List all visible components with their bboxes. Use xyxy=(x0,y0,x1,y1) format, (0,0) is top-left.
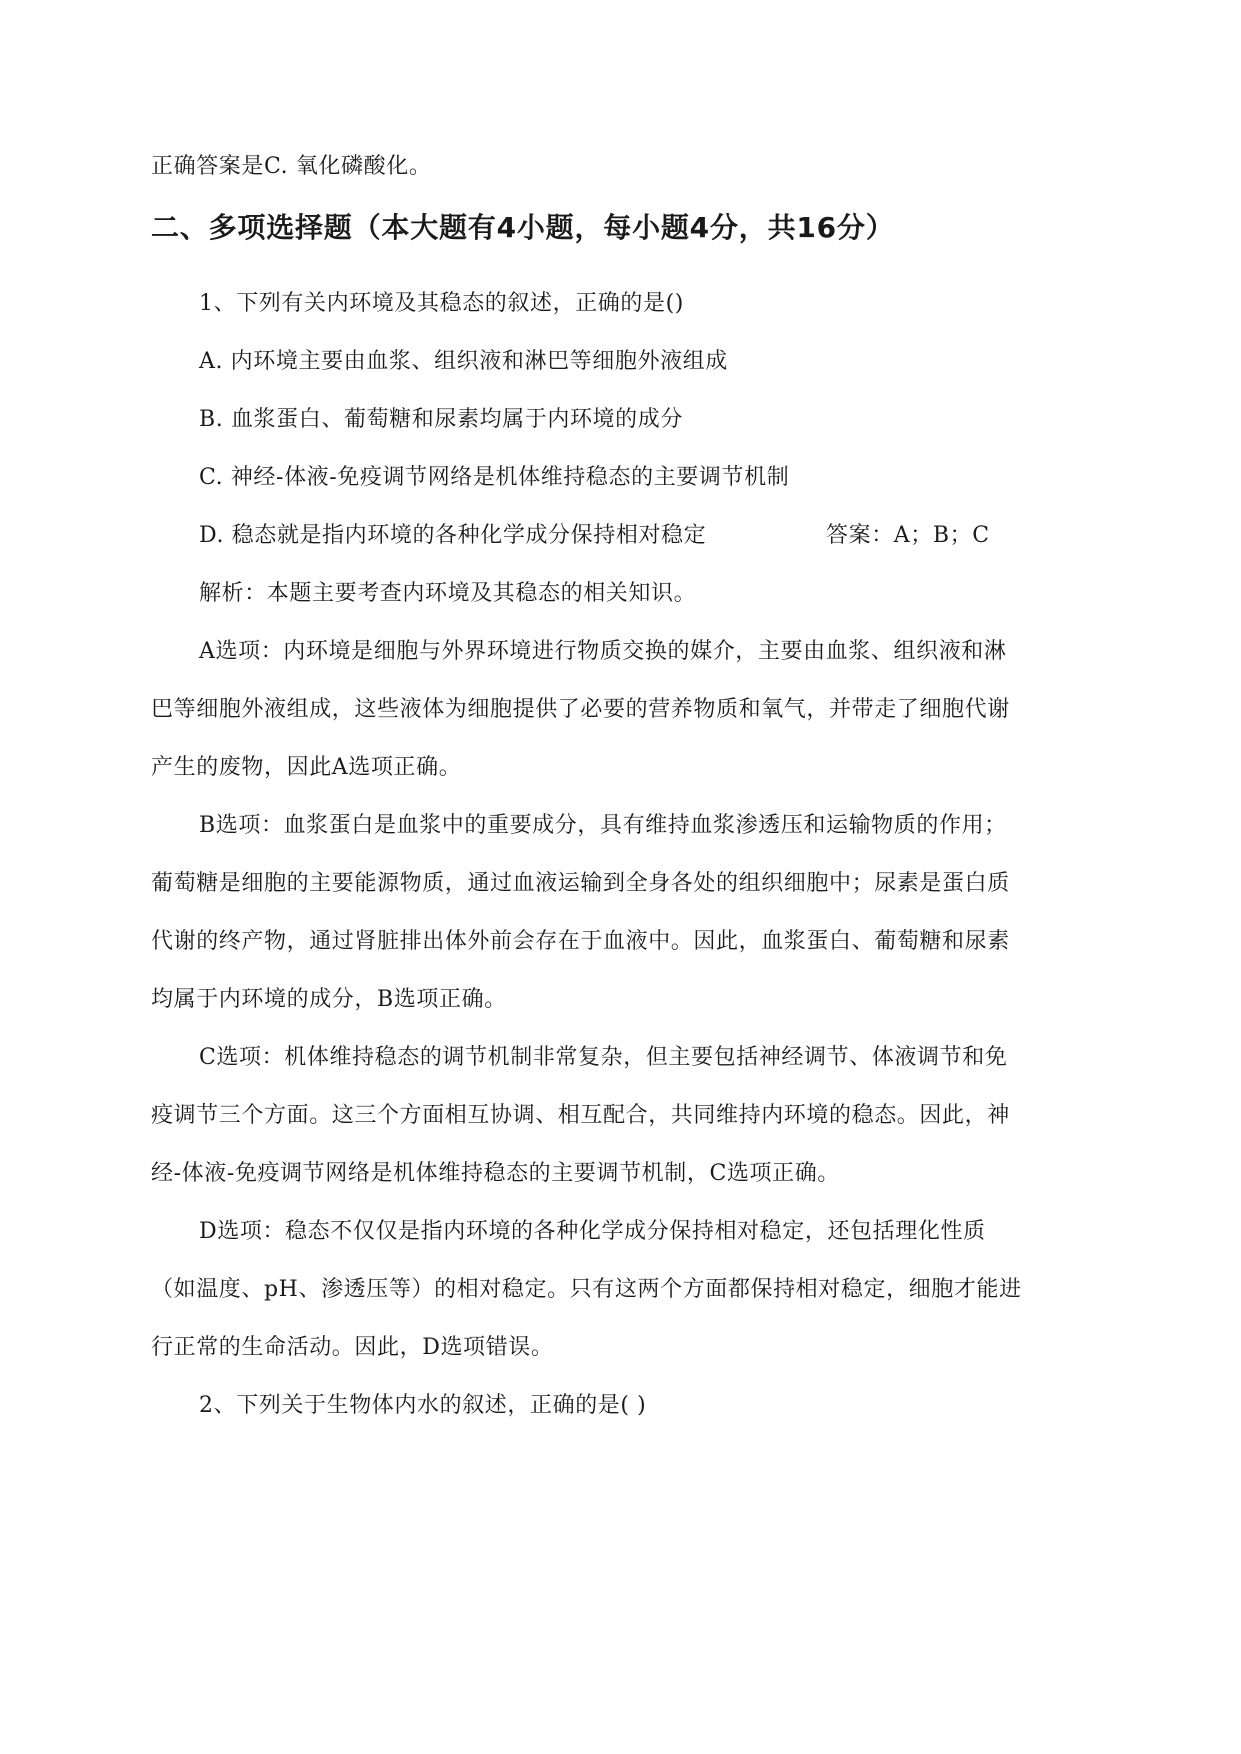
option-c: C. 神经-体液-免疫调节网络是机体维持稳态的主要调节机制 xyxy=(199,465,790,490)
analysis-line: 疫调节三个方面。这三个方面相互协调、相互配合，共同维持内环境的稳态。因此，神 xyxy=(151,1103,1010,1128)
section-title: 二、多项选择题（本大题有4小题，每小题4分，共16分） xyxy=(151,211,895,244)
option-b: B. 血浆蛋白、葡萄糖和尿素均属于内环境的成分 xyxy=(199,407,683,432)
previous-answer-line: 正确答案是C. 氧化磷酸化。 xyxy=(151,154,432,179)
option-a: A. 内环境主要由血浆、组织液和淋巴等细胞外液组成 xyxy=(199,349,728,374)
question-stem: 2、下列关于生物体内水的叙述，正确的是( ) xyxy=(199,1393,647,1418)
analysis-line: B选项：血浆蛋白是血浆中的重要成分，具有维持血浆渗透压和运输物质的作用； xyxy=(199,813,1007,838)
analysis-line: 行正常的生命活动。因此，D选项错误。 xyxy=(151,1335,554,1360)
analysis-intro: 解析：本题主要考查内环境及其稳态的相关知识。 xyxy=(199,581,697,606)
analysis-line: A选项：内环境是细胞与外界环境进行物质交换的媒介，主要由血浆、组织液和淋 xyxy=(199,639,1007,664)
analysis-line: 均属于内环境的成分，B选项正确。 xyxy=(151,987,507,1012)
analysis-line: 巴等细胞外液组成，这些液体为细胞提供了必要的营养物质和氧气，并带走了细胞代谢 xyxy=(151,697,1010,722)
question-stem: 1、下列有关内环境及其稳态的叙述，正确的是() xyxy=(199,291,684,316)
answer-text: 答案：A；B；C xyxy=(826,523,990,548)
analysis-line: D选项：稳态不仅仅是指内环境的各种化学成分保持相对稳定，还包括理化性质 xyxy=(199,1219,986,1244)
analysis-line: 经-体液-免疫调节网络是机体维持稳态的主要调节机制，C选项正确。 xyxy=(151,1161,840,1186)
analysis-line: 葡萄糖是细胞的主要能源物质，通过血液运输到全身各处的组织细胞中；尿素是蛋白质 xyxy=(151,871,1010,896)
analysis-line: 代谢的终产物，通过肾脏排出体外前会存在于血液中。因此，血浆蛋白、葡萄糖和尿素 xyxy=(151,929,1010,954)
analysis-line: （如温度、pH、渗透压等）的相对稳定。只有这两个方面都保持相对稳定，细胞才能进 xyxy=(151,1277,1022,1302)
option-d: D. 稳态就是指内环境的各种化学成分保持相对稳定 xyxy=(199,523,707,548)
analysis-line: C选项：机体维持稳态的调节机制非常复杂，但主要包括神经调节、体液调节和免 xyxy=(199,1045,1008,1070)
analysis-line: 产生的废物，因此A选项正确。 xyxy=(151,755,462,780)
